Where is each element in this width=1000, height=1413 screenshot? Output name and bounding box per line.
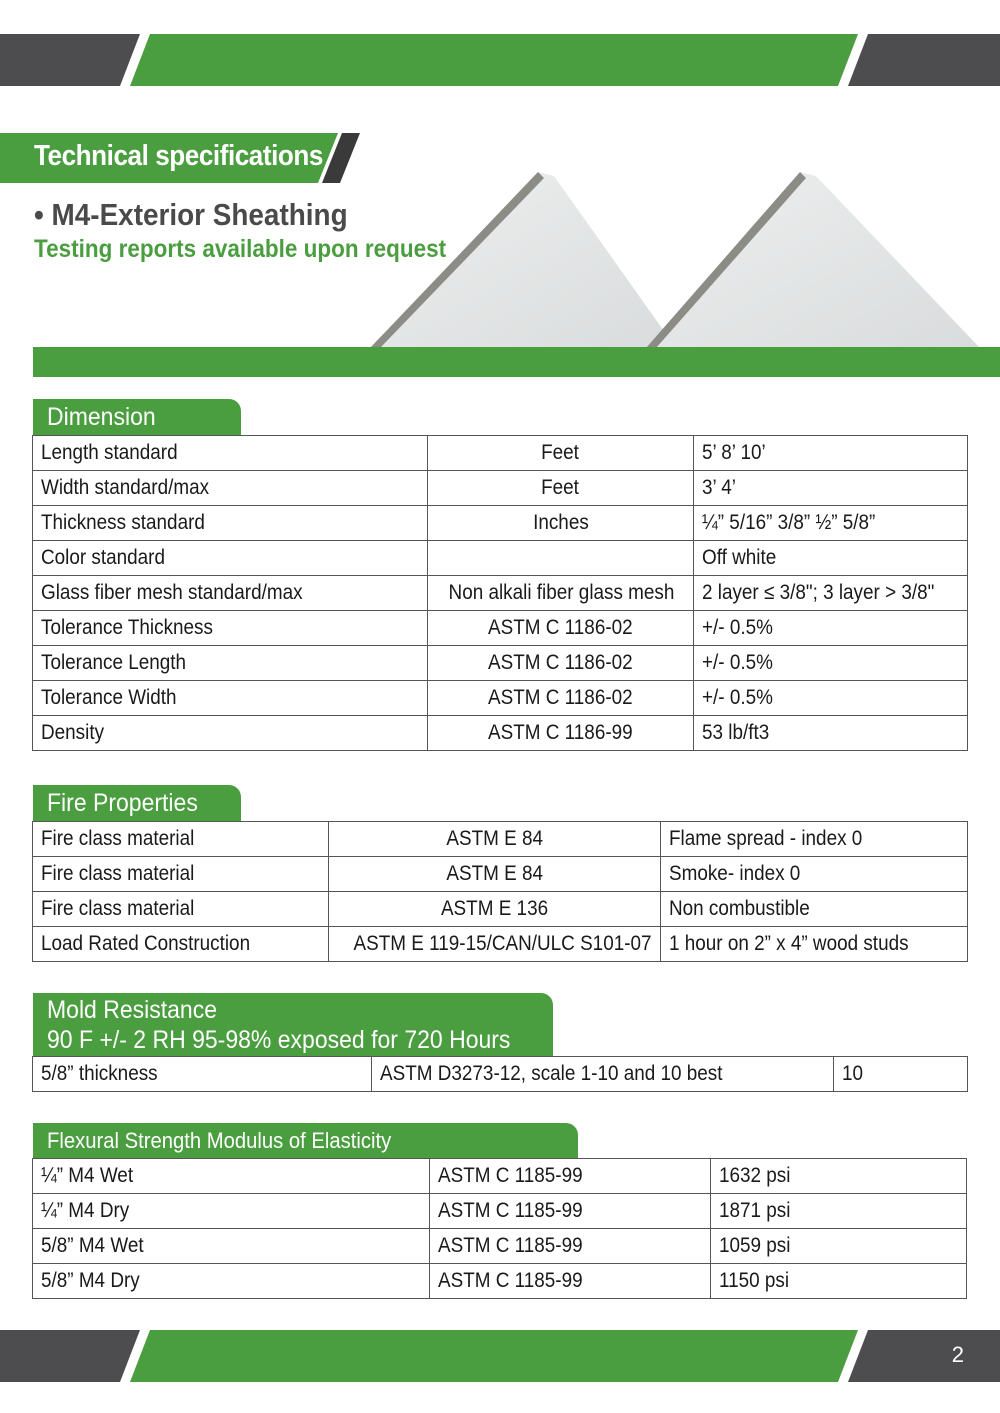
dimension-row-cell: Feet [428,436,694,471]
dimension-row-cell: 3’ 4’ [694,471,968,506]
flexural-row [33,1229,967,1264]
flexural-strength-table [32,1158,967,1299]
mold-heading-line1: Mold Resistance [47,996,218,1024]
flexural-row-cell: 5/8” M4 Wet [33,1229,430,1264]
mold-row-cell: 10 [834,1057,968,1092]
dimension-row-cell: Width standard/max [33,471,428,506]
dimension-row-cell [428,541,694,576]
flexural-strength-heading: Flexural Strength Modulus of Elasticity [33,1123,578,1159]
dimension-row [33,471,968,506]
dimension-row-cell: 5’ 8’ 10’ [694,436,968,471]
fire-row-cell: Fire class material [33,892,329,927]
fire-row-cell: Flame spread - index 0 [661,822,968,857]
fire-row-cell: Fire class material [33,822,329,857]
fire-row-cell: ASTM E 84 [329,857,661,892]
dimension-row-cell: 2 layer ≤ 3/8"; 3 layer > 3/8" [694,576,968,611]
fire-row [33,822,968,857]
dimension-row-cell: Length standard [33,436,428,471]
bottom-band [0,1330,1000,1382]
board-image [360,160,1000,350]
flexural-row-cell: ASTM C 1185-99 [430,1159,711,1194]
flexural-row-cell: 1150 psi [711,1264,967,1299]
flexural-row-cell: 1059 psi [711,1229,967,1264]
dimension-row [33,611,968,646]
fire-row [33,927,968,962]
fire-row-cell: Smoke- index 0 [661,857,968,892]
flexural-row [33,1159,967,1194]
dimension-table [32,435,968,751]
dimension-row-cell: 53 lb/ft3 [694,716,968,751]
dimension-row-cell: Tolerance Width [33,681,428,716]
flexural-row-cell: ¼” M4 Wet [33,1159,430,1194]
fire-row [33,892,968,927]
fire-row-cell: Load Rated Construction [33,927,329,962]
dimension-row-cell: Non alkali fiber glass mesh [428,576,694,611]
dimension-row-cell: Thickness standard [33,506,428,541]
fire-row-cell: Non combustible [661,892,968,927]
dimension-row-cell: ASTM C 1186-02 [428,646,694,681]
mold-heading-line2: 90 F +/- 2 RH 95-98% exposed for 720 Hours [47,1026,511,1054]
mold-row-cell: 5/8” thickness [33,1057,372,1092]
dimension-row [33,436,968,471]
mold-row-cell: ASTM D3273-12, scale 1-10 and 10 best [372,1057,834,1092]
flexural-row-cell: 1871 psi [711,1194,967,1229]
fire-row-cell: ASTM E 136 [329,892,661,927]
dimension-row-cell: Feet [428,471,694,506]
dimension-row-cell: +/- 0.5% [694,646,968,681]
dimension-row-cell: ASTM C 1186-02 [428,611,694,646]
fire-row-cell: ASTM E 84 [329,822,661,857]
dimension-row-cell: +/- 0.5% [694,611,968,646]
page-number: 2 [951,1342,964,1367]
dimension-row [33,506,968,541]
dimension-row [33,541,968,576]
fire-row-cell: Fire class material [33,857,329,892]
header-divider-bar [33,347,1000,377]
dimension-row-cell: ASTM C 1186-02 [428,681,694,716]
dimension-row-cell: Tolerance Length [33,646,428,681]
flexural-row [33,1264,967,1299]
fire-properties-heading: Fire Properties [33,785,241,822]
dimension-row-cell: +/- 0.5% [694,681,968,716]
flexural-row-cell: ¼” M4 Dry [33,1194,430,1229]
dimension-row [33,576,968,611]
dimension-row-cell: Tolerance Thickness [33,611,428,646]
dimension-row-cell: Color standard [33,541,428,576]
flexural-row-cell: 1632 psi [711,1159,967,1194]
dimension-heading: Dimension [33,399,241,436]
mold-row [33,1057,968,1092]
fire-properties-table [32,821,968,962]
fire-row-cell: ASTM E 119-15/CAN/ULC S101-07 [329,927,661,962]
flexural-row [33,1194,967,1229]
dimension-row-cell: ASTM C 1186-99 [428,716,694,751]
flexural-row-cell: ASTM C 1185-99 [430,1229,711,1264]
subtitle: Testing reports available upon request [34,235,447,263]
dimension-row [33,681,968,716]
dimension-row-cell: Inches [428,506,694,541]
fire-row [33,857,968,892]
flexural-row-cell: ASTM C 1185-99 [430,1194,711,1229]
product-name: • M4-Exterior Sheathing [34,197,348,232]
top-band [0,34,1000,86]
dimension-row-cell: ¼” 5/16” 3/8” ½” 5/8” [694,506,968,541]
flexural-row-cell: 5/8” M4 Dry [33,1264,430,1299]
flexural-row-cell: ASTM C 1185-99 [430,1264,711,1299]
dimension-row [33,646,968,681]
dimension-row-cell: Off white [694,541,968,576]
dimension-row-cell: Density [33,716,428,751]
dimension-row-cell: Glass fiber mesh standard/max [33,576,428,611]
fire-row-cell: 1 hour on 2” x 4” wood studs [661,927,968,962]
mold-resistance-heading [33,993,553,1057]
page-title: Technical specifications [34,140,323,172]
mold-resistance-table [32,1056,968,1092]
dimension-row [33,716,968,751]
